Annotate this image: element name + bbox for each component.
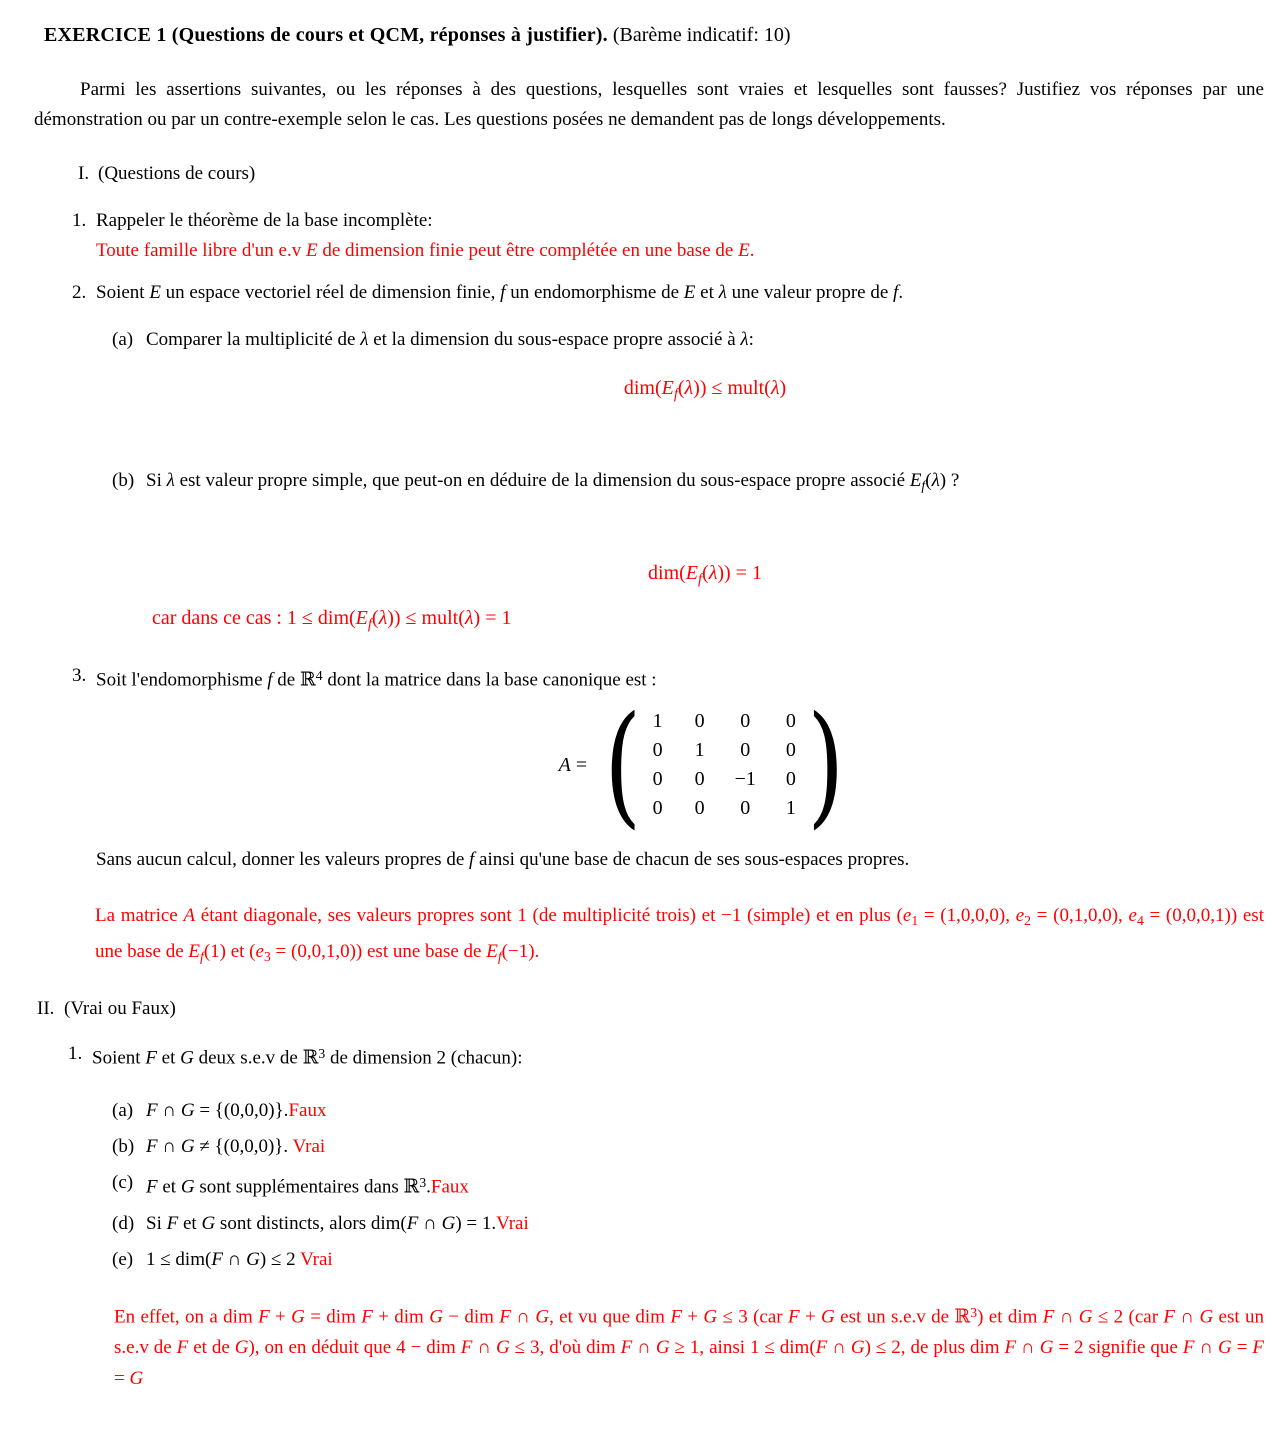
text-run: F bbox=[406, 1213, 419, 1235]
text-run: G bbox=[441, 1213, 456, 1235]
question-1 bbox=[34, 208, 1264, 233]
section-ii-heading bbox=[34, 996, 1264, 1021]
text-run: A bbox=[558, 753, 571, 776]
text-run: F bbox=[146, 1177, 158, 1199]
matrix-cell: 1 bbox=[652, 710, 663, 733]
section-ii-question-1-number: 1. bbox=[68, 1042, 83, 1064]
question-2 bbox=[34, 280, 1264, 305]
tf-item-a-text bbox=[146, 1098, 1264, 1123]
text-run: A bbox=[183, 904, 196, 926]
tf-item-e bbox=[34, 1247, 1264, 1272]
tf-item-e-text bbox=[146, 1247, 1264, 1272]
intro-paragraph: Parmi les assertions suivantes, ou les réponses à des questions, lesquelles sont vraies et lesquelles sont fausses? Justifiez vos réponses par une démonstration ou par un contre-exemple selon le cas. Les questions posées ne demandent pas de longs développements. bbox=[34, 79, 1264, 130]
question-2-text bbox=[96, 280, 1264, 305]
text-run: . bbox=[749, 240, 755, 261]
text-run: F bbox=[1163, 1306, 1176, 1328]
text-run: ∩ bbox=[1175, 1306, 1200, 1328]
text-run: ≥ 1, ainsi 1 ≤ dim( bbox=[669, 1337, 816, 1359]
tf-item-c-label: (c) bbox=[112, 1172, 134, 1194]
matrix-cell: 0 bbox=[694, 710, 705, 733]
text-run: )) = 1 bbox=[717, 562, 762, 585]
question-3-answer bbox=[95, 900, 1264, 972]
section-ii-label: II. bbox=[37, 997, 55, 1019]
text-run: G bbox=[1218, 1337, 1232, 1359]
question-3-text bbox=[96, 663, 1264, 693]
text-run: ) = 1. bbox=[455, 1213, 497, 1235]
matrix-A-definition bbox=[558, 687, 852, 842]
equation-2b-formula bbox=[648, 562, 762, 588]
text-run: G bbox=[234, 1337, 249, 1359]
tf-item-d-text bbox=[146, 1211, 1264, 1236]
text-run: f bbox=[500, 282, 506, 303]
text-run: Faux bbox=[430, 1177, 469, 1199]
text-run: F bbox=[460, 1337, 473, 1359]
text-run: G bbox=[180, 1136, 195, 1158]
matrix-lhs bbox=[559, 754, 588, 777]
tf-justification bbox=[114, 1298, 1264, 1394]
text-run: G bbox=[655, 1337, 670, 1359]
equation-2b-note bbox=[152, 605, 1264, 638]
text-run: ∩ bbox=[1016, 1337, 1040, 1359]
text-run: = bbox=[570, 753, 588, 776]
text-run: une valeur propre de bbox=[726, 282, 894, 303]
matrix-cell: 0 bbox=[740, 710, 751, 733]
text-run: dont la matrice dans la base canonique est : bbox=[322, 669, 657, 691]
text-run: G bbox=[535, 1306, 550, 1328]
text-run: E bbox=[909, 470, 922, 492]
tf-item-c-text bbox=[146, 1170, 1264, 1200]
text-run: G bbox=[246, 1249, 260, 1271]
text-run: F bbox=[146, 1100, 158, 1122]
text-run: ) = 1 bbox=[473, 606, 512, 629]
text-run: E bbox=[188, 940, 200, 962]
text-run: F bbox=[620, 1337, 633, 1359]
text-run: E bbox=[305, 240, 318, 261]
text-run: : bbox=[748, 329, 754, 350]
text-run: )) ≤ mult( bbox=[693, 377, 771, 399]
text-run: ≤ 3 (car bbox=[717, 1306, 788, 1328]
text-run: (1) et ( bbox=[203, 940, 256, 962]
text-run: ( bbox=[925, 470, 932, 492]
text-run: G bbox=[180, 1047, 194, 1069]
tf-item-d bbox=[34, 1211, 1264, 1236]
tf-item-c bbox=[34, 1170, 1264, 1200]
text-run: ∩ bbox=[418, 1213, 442, 1235]
text-run: Faux bbox=[288, 1100, 327, 1122]
text-run: + bbox=[681, 1306, 704, 1328]
question-1-answer-text bbox=[96, 238, 1264, 263]
text-run: ∩ bbox=[472, 1337, 496, 1359]
text-run: e bbox=[1128, 904, 1137, 926]
text-run: F bbox=[815, 1337, 828, 1359]
text-run: f bbox=[200, 948, 204, 964]
text-run: , et vu que dim bbox=[549, 1306, 671, 1328]
text-run: 1 bbox=[911, 912, 919, 928]
text-run: 3 bbox=[419, 1175, 427, 1191]
text-run: et bbox=[157, 1177, 181, 1199]
text-run: Soit l'endomorphisme bbox=[96, 669, 268, 691]
text-run: = 2 signifie que bbox=[1053, 1337, 1183, 1359]
text-run: est un s.e.v de ℝ bbox=[834, 1306, 971, 1328]
question-1-answer bbox=[34, 238, 1264, 263]
equation-2a-formula bbox=[623, 377, 787, 403]
text-run: = bbox=[1231, 1337, 1253, 1359]
text-run: ∩ bbox=[157, 1136, 181, 1158]
text-run: deux s.e.v de ℝ bbox=[193, 1047, 319, 1069]
text-run: G bbox=[850, 1337, 865, 1359]
text-run: F bbox=[258, 1306, 270, 1328]
matrix-cell: 0 bbox=[785, 739, 796, 762]
text-run: de dimension 2 (chacun): bbox=[325, 1047, 523, 1069]
question-2b-label: (b) bbox=[112, 470, 135, 492]
matrix-cell: 1 bbox=[785, 797, 796, 820]
text-run: E bbox=[661, 377, 674, 399]
text-run: ∩ bbox=[632, 1337, 656, 1359]
text-run: 3 bbox=[970, 1305, 978, 1321]
text-run: F bbox=[1252, 1337, 1264, 1359]
text-run: 1 ≤ dim( bbox=[146, 1249, 212, 1271]
text-run: ) ≤ 2, de plus dim bbox=[864, 1337, 1005, 1359]
text-run: ( bbox=[371, 606, 379, 629]
text-run: λ bbox=[464, 606, 474, 629]
matrix-cell: 0 bbox=[785, 710, 796, 733]
text-run: ≠ {(0,0,0)}. bbox=[194, 1136, 293, 1158]
text-run: dim( bbox=[648, 562, 686, 585]
text-run: G bbox=[1078, 1306, 1093, 1328]
text-run: E bbox=[355, 606, 368, 629]
text-run: E bbox=[486, 940, 498, 962]
text-run: un endomorphisme de bbox=[505, 282, 684, 303]
text-run: et de bbox=[188, 1337, 235, 1359]
text-run: Soient bbox=[96, 282, 150, 303]
text-run: = {(0,0,0)}. bbox=[194, 1100, 289, 1122]
matrix-cell: −1 bbox=[734, 768, 756, 791]
text-run: F bbox=[361, 1306, 373, 1328]
question-1-number: 1. bbox=[72, 210, 87, 231]
text-run: F bbox=[788, 1306, 800, 1328]
text-run: ∩ bbox=[827, 1337, 851, 1359]
text-run: La matrice bbox=[95, 904, 184, 926]
text-run: f bbox=[367, 616, 372, 633]
text-run: F bbox=[499, 1306, 511, 1328]
matrix-equation bbox=[146, 687, 1264, 842]
question-2b-text bbox=[146, 468, 1264, 498]
text-run: . bbox=[898, 282, 904, 303]
text-run: )) ≤ mult( bbox=[387, 606, 465, 629]
text-run: λ bbox=[931, 470, 940, 492]
text-run: E bbox=[683, 282, 696, 303]
question-3-followup bbox=[34, 847, 1264, 872]
text-run: + dim bbox=[372, 1306, 430, 1328]
section-ii-name: (Vrai ou Faux) bbox=[64, 997, 176, 1019]
text-run: F bbox=[211, 1249, 223, 1271]
text-run: Si bbox=[146, 1213, 167, 1235]
tf-item-b bbox=[34, 1134, 1264, 1159]
text-run: + bbox=[799, 1306, 822, 1328]
tf-item-e-label: (e) bbox=[112, 1249, 134, 1271]
text-run: f bbox=[267, 669, 273, 691]
text-run: est un s.e.v de bbox=[114, 1306, 1265, 1359]
text-run: f bbox=[698, 571, 703, 588]
text-run: = (1,0,0,0), bbox=[918, 904, 1016, 926]
text-run: Sans aucun calcul, donner les valeurs propres de bbox=[96, 848, 470, 870]
text-run: ≤ 3, d'où dim bbox=[509, 1337, 621, 1359]
question-2a-label: (a) bbox=[112, 329, 134, 350]
exercise-title-text: EXERCICE 1 (Questions de cours et QCM, réponses à justifier). bbox=[44, 24, 608, 46]
text-run: F bbox=[166, 1213, 179, 1235]
text-run: (−1). bbox=[501, 940, 540, 962]
text-run: λ bbox=[718, 282, 727, 303]
text-run: 3 bbox=[263, 948, 271, 964]
text-run: ∩ bbox=[1054, 1306, 1079, 1328]
text-run: et bbox=[156, 1047, 181, 1069]
text-run: λ bbox=[708, 562, 718, 585]
section-i-heading bbox=[34, 161, 1264, 186]
section-i-name: (Questions de cours) bbox=[98, 163, 256, 184]
text-run: f bbox=[469, 848, 475, 870]
matrix-cell: 0 bbox=[652, 739, 663, 762]
matrix-cell: 0 bbox=[652, 797, 663, 820]
text-run: λ bbox=[360, 329, 369, 350]
text-run: sont distincts, alors dim( bbox=[215, 1213, 407, 1235]
text-run: F bbox=[146, 1136, 158, 1158]
text-run: G bbox=[291, 1306, 305, 1328]
text-run: F bbox=[176, 1337, 189, 1359]
text-run: ) bbox=[779, 377, 787, 399]
text-run: λ bbox=[770, 377, 780, 399]
text-run: ∩ bbox=[1194, 1337, 1219, 1359]
question-1-text: Rappeler le théorème de la base incomplète: bbox=[96, 210, 433, 231]
text-run: G bbox=[1199, 1306, 1214, 1328]
text-run: ) ? bbox=[939, 470, 960, 492]
section-ii-question-1 bbox=[34, 1041, 1264, 1071]
text-run: f bbox=[497, 948, 502, 964]
text-run: − dim bbox=[442, 1306, 500, 1328]
text-run: F bbox=[1182, 1337, 1195, 1359]
text-run: dim( bbox=[623, 377, 662, 399]
text-run: G bbox=[821, 1306, 835, 1328]
equation-2b bbox=[146, 560, 1264, 593]
question-2-number: 2. bbox=[72, 282, 87, 303]
text-run: ainsi qu'une base de chacun de ses sous-espaces propres. bbox=[474, 848, 910, 870]
text-run: G bbox=[180, 1100, 195, 1122]
text-run: + bbox=[269, 1306, 292, 1328]
text-run: En effet, on a dim bbox=[114, 1306, 259, 1328]
matrix-cell: 0 bbox=[694, 797, 705, 820]
text-run: Vrai bbox=[300, 1249, 333, 1271]
text-run: ) ≤ 2 bbox=[259, 1249, 301, 1271]
text-run: λ bbox=[684, 377, 694, 399]
text-run: Vrai bbox=[496, 1213, 529, 1235]
text-run: 2 bbox=[1024, 912, 1031, 928]
text-run: . bbox=[426, 1177, 431, 1199]
question-2a bbox=[34, 327, 1264, 352]
section-ii-question-1-text bbox=[92, 1041, 1264, 1071]
text-run: G bbox=[201, 1213, 216, 1235]
question-3-number: 3. bbox=[72, 665, 87, 687]
text-run: F bbox=[670, 1306, 682, 1328]
text-run: de dimension finie peut être complétée en une base de bbox=[317, 240, 739, 261]
matrix-left-paren: ( bbox=[604, 687, 642, 842]
text-run: ), on en déduit que 4 − dim bbox=[248, 1337, 461, 1359]
matrix-cell: 1 bbox=[694, 739, 705, 762]
text-run: f bbox=[921, 478, 926, 494]
matrix-cell: 0 bbox=[740, 739, 751, 762]
tf-item-a bbox=[34, 1098, 1264, 1123]
question-2a-text bbox=[146, 327, 1264, 352]
text-run: F bbox=[1004, 1337, 1017, 1359]
text-run: = (0,0,0,1)) est une base de bbox=[95, 904, 1264, 962]
text-run: λ bbox=[740, 329, 749, 350]
text-run: ∩ bbox=[222, 1249, 247, 1271]
text-run: G bbox=[180, 1177, 195, 1199]
tf-item-b-text bbox=[146, 1134, 1264, 1159]
text-run: ∩ bbox=[510, 1306, 536, 1328]
text-run: = dim bbox=[304, 1306, 362, 1328]
text-run: G bbox=[703, 1306, 718, 1328]
text-run: = (0,1,0,0), bbox=[1030, 904, 1129, 926]
matrix-cell: 0 bbox=[740, 797, 751, 820]
matrix-cell: 0 bbox=[652, 768, 663, 791]
tf-item-d-label: (d) bbox=[112, 1213, 135, 1235]
text-run: ( bbox=[677, 377, 685, 399]
question-3-followup-text bbox=[96, 847, 1264, 872]
text-run: = (0,0,1,0)) est une base de bbox=[270, 940, 487, 962]
text-run: G bbox=[1039, 1337, 1054, 1359]
text-run: e bbox=[255, 940, 264, 962]
text-run: ≤ 2 (car bbox=[1092, 1306, 1164, 1328]
text-run: 4 bbox=[315, 668, 323, 684]
text-run: F bbox=[145, 1047, 157, 1069]
text-run: de ℝ bbox=[272, 669, 316, 691]
text-run: E bbox=[738, 240, 750, 261]
matrix-cell: 0 bbox=[785, 768, 796, 791]
text-run: 3 bbox=[318, 1045, 326, 1061]
text-run: f bbox=[673, 386, 678, 403]
text-run: e bbox=[902, 904, 912, 926]
text-run: ∩ bbox=[157, 1100, 181, 1122]
question-2b bbox=[34, 468, 1264, 498]
text-run: G bbox=[429, 1306, 443, 1328]
text-run: étant diagonale, ses valeurs propres sont 1 (de multiplicité trois) et −1 (simple) et en plus ( bbox=[195, 904, 903, 926]
text-run: et la dimension du sous-espace propre associé à bbox=[368, 329, 741, 350]
text-run: λ bbox=[166, 470, 175, 492]
matrix-cell: 0 bbox=[694, 768, 705, 791]
text-run: sont supplémentaires dans ℝ bbox=[194, 1177, 420, 1199]
text-run: = bbox=[114, 1367, 130, 1389]
text-run: 4 bbox=[1136, 912, 1144, 928]
text-run: λ bbox=[378, 606, 388, 629]
matrix-A-grid bbox=[649, 706, 800, 824]
text-run: f bbox=[893, 282, 899, 303]
text-run: ) et dim bbox=[977, 1306, 1043, 1328]
text-run: et bbox=[178, 1213, 202, 1235]
text-run: G bbox=[129, 1367, 144, 1389]
tf-item-a-label: (a) bbox=[112, 1100, 134, 1122]
text-run: Toute famille libre d'un e.v bbox=[96, 240, 306, 261]
text-run: et bbox=[695, 282, 719, 303]
text-run: e bbox=[1015, 904, 1025, 926]
equation-2a bbox=[146, 375, 1264, 408]
tf-item-b-label: (b) bbox=[112, 1136, 135, 1158]
text-run: E bbox=[149, 282, 161, 303]
text-run: E bbox=[685, 562, 699, 585]
section-i-label: I. bbox=[78, 163, 90, 184]
text-run: un espace vectoriel réel de dimension finie, bbox=[160, 282, 501, 303]
text-run: G bbox=[496, 1337, 510, 1359]
text-run: Soient bbox=[92, 1047, 146, 1069]
question-3 bbox=[34, 663, 1264, 693]
text-run: car dans ce cas : 1 ≤ dim( bbox=[152, 606, 356, 629]
text-run: est valeur propre simple, que peut-on en déduire de la dimension du sous-espace propre associé bbox=[174, 470, 910, 492]
text-run: Vrai bbox=[292, 1136, 326, 1158]
text-run: Si bbox=[146, 470, 167, 492]
text-run: Comparer la multiplicité de bbox=[146, 329, 361, 350]
matrix-right-paren: ) bbox=[807, 687, 845, 842]
exercise-title-bareme: (Barème indicatif: 10) bbox=[607, 24, 791, 46]
text-run: ( bbox=[702, 562, 709, 585]
exercise-title bbox=[44, 24, 1264, 47]
text-run: F bbox=[1042, 1306, 1055, 1328]
